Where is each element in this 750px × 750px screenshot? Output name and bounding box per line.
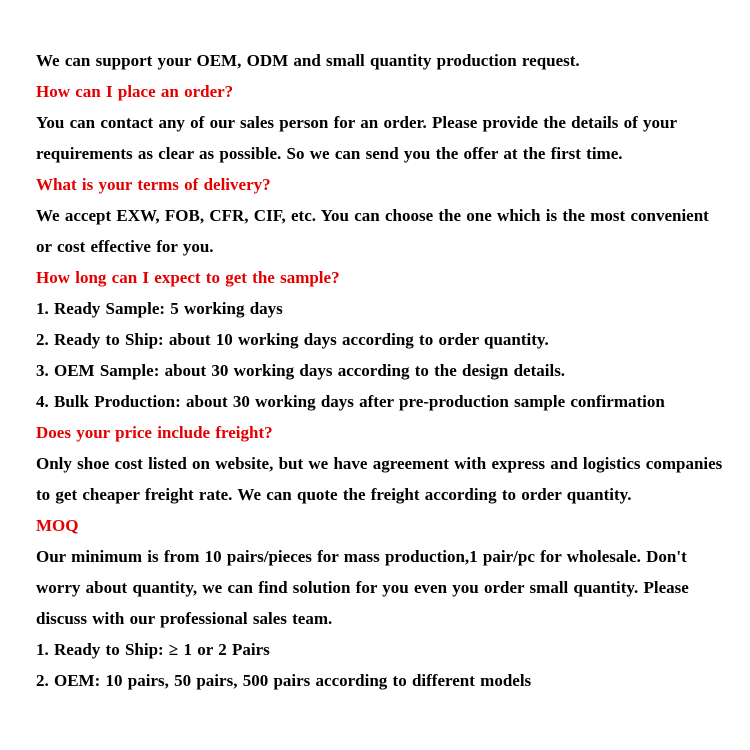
faq-answer-item: 1. Ready Sample: 5 working days bbox=[36, 299, 283, 318]
faq-question: MOQ bbox=[36, 516, 79, 535]
faq-answer-item: 2. OEM: 10 pairs, 50 pairs, 500 pairs according to different models bbox=[36, 671, 532, 690]
faq-question: How long can I expect to get the sample? bbox=[36, 268, 340, 287]
faq-answer: Our minimum is from 10 pairs/pieces for mass production,1 pair/pc for wholesale. Don't worry about quantity, we can find solution for you even you order small quantity. Please discuss with our professional sales team. bbox=[36, 547, 689, 628]
faq-question: How can I place an order? bbox=[36, 82, 234, 101]
faq-answer: Only shoe cost listed on website, but we have agreement with express and logistics companies to get cheaper freight rate. We can quote the freight according to order quantity. bbox=[36, 454, 723, 504]
faq-answer: You can contact any of our sales person for an order. Please provide the details of your requirements as clear as possible. So we can send you the offer at the first time. bbox=[36, 113, 677, 163]
faq-answer-item: 2. Ready to Ship: about 10 working days according to order quantity. bbox=[36, 330, 549, 349]
faq-intro: We can support your OEM, ODM and small quantity production request. bbox=[36, 51, 580, 70]
faq-question: What is your terms of delivery? bbox=[36, 175, 271, 194]
faq-answer-item: 4. Bulk Production: about 30 working days after pre-production sample confirmation bbox=[36, 392, 665, 411]
faq-question: Does your price include freight? bbox=[36, 423, 273, 442]
faq-answer: We accept EXW, FOB, CFR, CIF, etc. You can choose the one which is the most convenient or cost effective for you. bbox=[36, 206, 709, 256]
faq-answer-item: 1. Ready to Ship: ≥ 1 or 2 Pairs bbox=[36, 640, 270, 659]
faq-answer-item: 3. OEM Sample: about 30 working days according to the design details. bbox=[36, 361, 566, 380]
